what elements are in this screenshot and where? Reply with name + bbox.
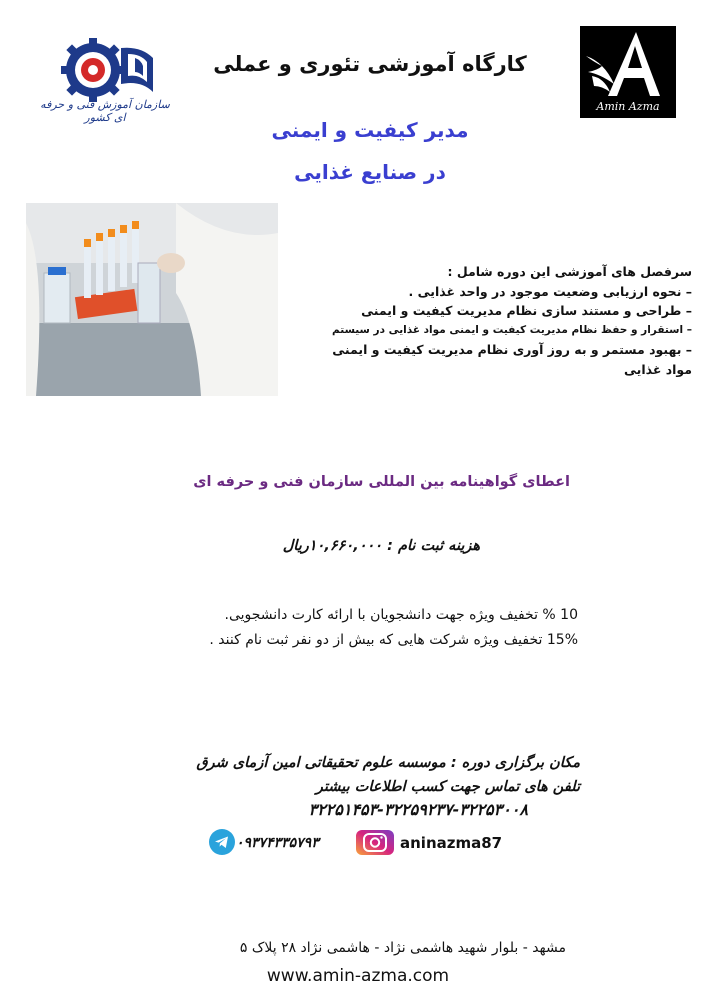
amin-azma-logo: [580, 26, 676, 118]
mobile-number[interactable]: ۰۹۳۷۴۳۳۵۷۹۳: [236, 835, 319, 851]
course-title-line1: مدیر کیفیت و ایمنی: [271, 118, 469, 142]
syllabus-item: مواد غذایی: [623, 361, 692, 377]
org-logo-caption: سازمان آموزش فنی و حرفه ای کشور: [40, 98, 170, 124]
venue-block: [60, 751, 580, 799]
telegram-icon[interactable]: [209, 829, 235, 855]
phones-label: تلفن های تماس جهت کسب اطلاعات بیشتر: [315, 779, 580, 795]
discount-item: 15% تخفیف ویژه شرکت هایی که بیش از دو نفر ثبت نام کنند .: [209, 632, 578, 648]
syllabus-item: – نحوه ارزیابی وضعیت موجود در واحد غذایی .: [408, 283, 692, 299]
discount-item: 10 % تخفیف ویژه جهت دانشجویان با ارائه کارت دانشجویی.: [224, 607, 578, 623]
amin-azma-logo-text: Amin Azma: [596, 100, 660, 113]
discounts: [90, 603, 578, 653]
workshop-title: کارگاه آموزشی تئوری و عملی: [213, 52, 527, 76]
course-title-line2: در صنایع غذایی: [294, 160, 446, 184]
website-link[interactable]: www.amin-azma.com: [266, 966, 450, 986]
lab-photo: [26, 203, 278, 396]
org-logo: [35, 28, 175, 128]
lab-test-tubes-image: [26, 203, 278, 396]
venue-text: مکان برگزاری دوره : موسسه علوم تحقیقاتی امین آزمای شرق: [196, 755, 580, 771]
instagram-handle[interactable]: aninazma87: [400, 834, 503, 852]
syllabus-item: – طراحی و مستند سازی نظام مدیریت کیفیت و ایمنی: [361, 303, 692, 319]
phone-numbers: ۳۲۲۵۱۴۵۳-۳۲۲۵۹۲۳۷-۳۲۲۵۳۰۰۸: [308, 800, 528, 819]
certificate-text: اعطای گواهینامه بین المللی سازمان فنی و حرفه ای: [193, 474, 570, 490]
syllabus-heading: سرفصل های آموزشی این دوره شامل :: [447, 264, 692, 279]
registration-fee: هزینه ثبت نام : ۱۰,۶۶۰,۰۰۰ریال: [282, 538, 480, 554]
syllabus-item: – بهبود مستمر و به روز آوری نظام مدیریت کیفیت و ایمنی: [332, 342, 692, 358]
address: مشهد - بلوار شهید هاشمی نژاد - هاشمی نژاد ۲۸ پلاک ۵: [239, 940, 566, 956]
instagram-icon[interactable]: [356, 830, 394, 855]
syllabus: [286, 262, 692, 380]
syllabus-item: – استقرار و حفظ نظام مدیریت کیفیت و ایمنی مواد غذایی در سیستم: [332, 323, 692, 336]
